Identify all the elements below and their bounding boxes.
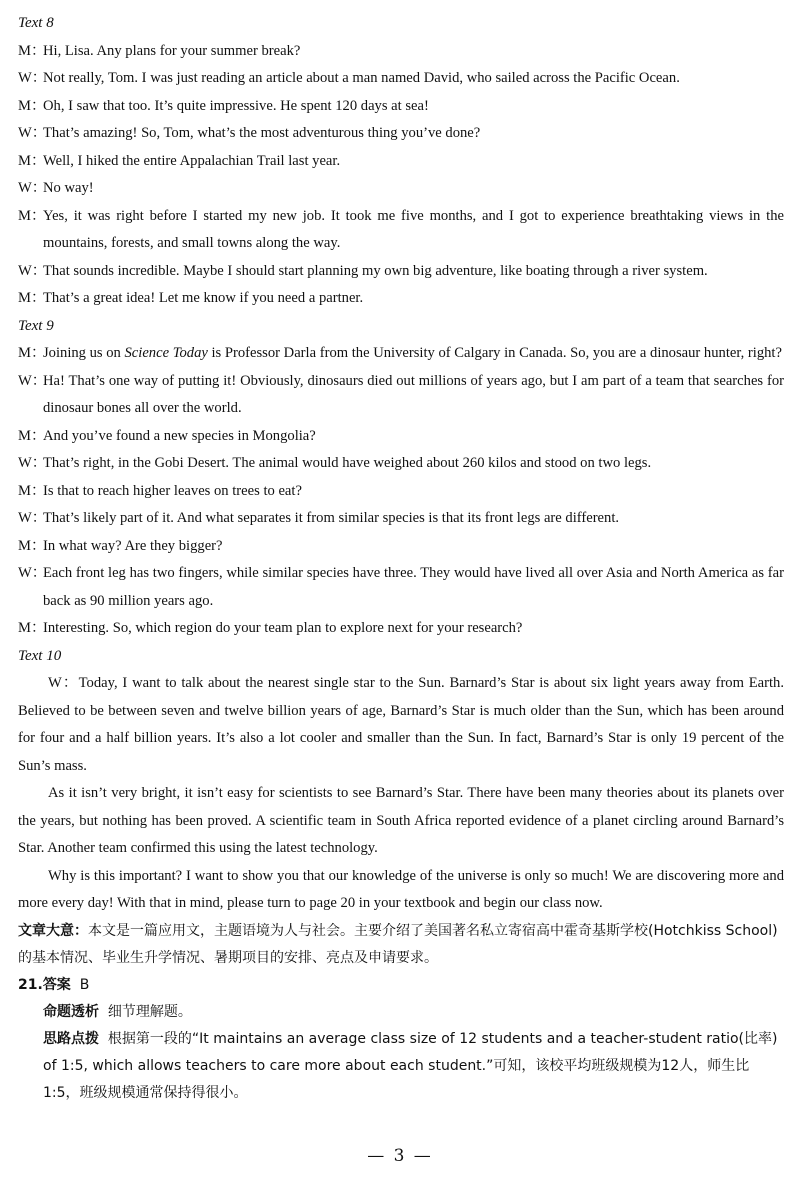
- dialogue-line: [18, 93, 784, 121]
- dialogue-line: [18, 175, 784, 203]
- dialogue-line: [18, 258, 784, 286]
- speaker-label: W：: [18, 180, 47, 196]
- utterance: Each front leg has two fingers, while similar species have three. They would have lived all over Asia and North America as far back as 90 million years ago.: [43, 565, 784, 609]
- paragraph: Why is this important? I want to show you that our knowledge of the universe is only so much! We are discovering more and more every day! With that in mind, please turn to page 20 in your textbook and begin our class now.: [18, 867, 784, 911]
- speaker-label: W：: [18, 262, 47, 279]
- speaker-label: M：: [18, 42, 46, 59]
- analysis-label: 命题透析: [43, 1003, 99, 1020]
- utterance: That’s right, in the Gobi Desert. The animal would have weighed about 260 kilos and stood on two legs.: [43, 455, 652, 471]
- speaker-label: W：: [18, 455, 47, 471]
- speaker-label: W：: [18, 565, 47, 581]
- utterance: And you’ve found a new species in Mongolia?: [43, 427, 316, 444]
- answer-value: B: [79, 976, 90, 993]
- speaker-label: M：: [18, 290, 46, 306]
- utterance: Not really, Tom. I was just reading an article about a man named David, who sailed across the Pacific Ocean.: [43, 70, 680, 86]
- article-summary: [18, 918, 784, 972]
- dialogue-line: [18, 38, 784, 66]
- utterance: Interesting. So, which region do your team plan to explore next for your research?: [43, 620, 523, 636]
- speaker-label: M：: [18, 207, 46, 224]
- dialogue-line: [18, 120, 784, 148]
- summary-heading: 文章大意：: [18, 922, 88, 939]
- speaker-label: M：: [18, 97, 46, 114]
- utterance: That’s a great idea! Let me know if you need a partner.: [43, 290, 364, 306]
- speaker-label: W：: [18, 125, 47, 141]
- utterance: No way!: [43, 180, 94, 196]
- utterance: Oh, I saw that too. It’s quite impressive. He spent 120 days at sea!: [43, 97, 429, 114]
- dialogue-line: [18, 533, 784, 561]
- analysis-line: [18, 999, 784, 1026]
- dialogue-line: [18, 285, 784, 313]
- utterance: Yes, it was right before I started my new job. It took me five months, and I got to experience breathtaking views in the mountains, forests, and small towns along the way.: [43, 207, 784, 251]
- text-8-label: Text 8: [18, 15, 54, 31]
- dialogue-line: [18, 203, 784, 258]
- speaker-label: M：: [18, 152, 46, 169]
- question-number: 21.: [18, 976, 43, 993]
- speaker-label: M：: [18, 537, 46, 554]
- dialogue-line: [18, 340, 784, 368]
- dialogue-line: [18, 423, 784, 451]
- speaker-label: M：: [18, 427, 46, 444]
- utterance: That’s amazing! So, Tom, what’s the most adventurous thing you’ve done?: [43, 125, 481, 141]
- speaker-label: M：: [18, 345, 46, 361]
- speaker-label: W：: [18, 372, 47, 389]
- paragraph: W：Today, I want to talk about the nearest single star to the Sun. Barnard’s Star is about six light years away from Earth. Believed to be between seven and twelve billion years of age, Barnard’s Star is much older than the Sun, which has been around for four and a half billion years. It’s also a lot cooler and smaller than the Sun. In fact, Barnard’s Star is only 19 percent of the Sun’s mass.: [18, 675, 784, 774]
- text-10-label: Text 10: [18, 647, 62, 664]
- paragraph: As it isn’t very bright, it isn’t easy for scientists to see Barnard’s Star. There have been many theories about its planets over the years, but nothing has been proved. A scientific team in South Africa reported evidence of a planet circling around Barnard’s Star. Another team confirmed this using the latest technology.: [18, 785, 784, 856]
- tip-label: 思路点拨: [43, 1030, 99, 1047]
- tip-text: 根据第一段的“It maintains an average class size of 12 students and a teacher-student ratio(比率) of 1:5, which allows teachers to care more about each student.”可知，该校平均班级规模为12人，师生比1:5，班级规模通常保持得很小。: [43, 1030, 778, 1101]
- document-page: [18, 10, 784, 1107]
- dialogue-line: [18, 148, 784, 176]
- text-9-label: Text 9: [18, 317, 54, 334]
- program-title: Science Today: [124, 345, 208, 361]
- speaker-label: M：: [18, 482, 46, 499]
- utterance: In what way? Are they bigger?: [43, 537, 223, 554]
- dialogue-line: [18, 368, 784, 423]
- dialogue-line: [18, 478, 784, 506]
- dialogue-line: [18, 615, 784, 643]
- text-8-dialogue: [18, 38, 784, 313]
- dialogue-line: [18, 560, 784, 615]
- utterance: That sounds incredible. Maybe I should start planning my own big adventure, like boating through a river system.: [43, 262, 708, 279]
- dialogue-line: [18, 505, 784, 533]
- answer-label: 答案: [42, 976, 71, 993]
- utterance: Ha! That’s one way of putting it! Obviously, dinosaurs died out millions of years ago, but I am part of a team that searches for dinosaur bones all over the world.: [43, 372, 784, 416]
- utterance-text: is Professor Darla from the University of Calgary in Canada. So, you are a dinosaur hunter, right?: [207, 345, 782, 361]
- utterance: Well, I hiked the entire Appalachian Trail last year.: [43, 152, 341, 169]
- text-9-dialogue: [18, 340, 784, 643]
- speaker-label: W：: [18, 510, 47, 526]
- summary-text: 本文是一篇应用文，主题语境为人与社会。主要介绍了美国著名私立寄宿高中霍奇基斯学校(Hotchkiss School)的基本情况、毕业生升学情况、暑期项目的安排、亮点及申请要求。: [18, 922, 778, 966]
- utterance: Is that to reach higher leaves on trees to eat?: [43, 482, 302, 499]
- speaker-label: W：: [18, 70, 47, 86]
- analysis-text: 细节理解题。: [107, 1003, 192, 1020]
- dialogue-line: [18, 65, 784, 93]
- text-10-monologue: [18, 670, 784, 918]
- tip-line: [18, 1026, 784, 1107]
- speaker-label: M：: [18, 620, 46, 636]
- answer-line: [18, 972, 784, 999]
- utterance-text: Joining us on: [43, 345, 125, 361]
- utterance: Hi, Lisa. Any plans for your summer break?: [43, 42, 301, 59]
- dialogue-line: [18, 450, 784, 478]
- page-number: — 3 —: [367, 1146, 433, 1166]
- utterance: That’s likely part of it. And what separates it from similar species is that its front legs are different.: [43, 510, 620, 526]
- utterance: [43, 340, 784, 368]
